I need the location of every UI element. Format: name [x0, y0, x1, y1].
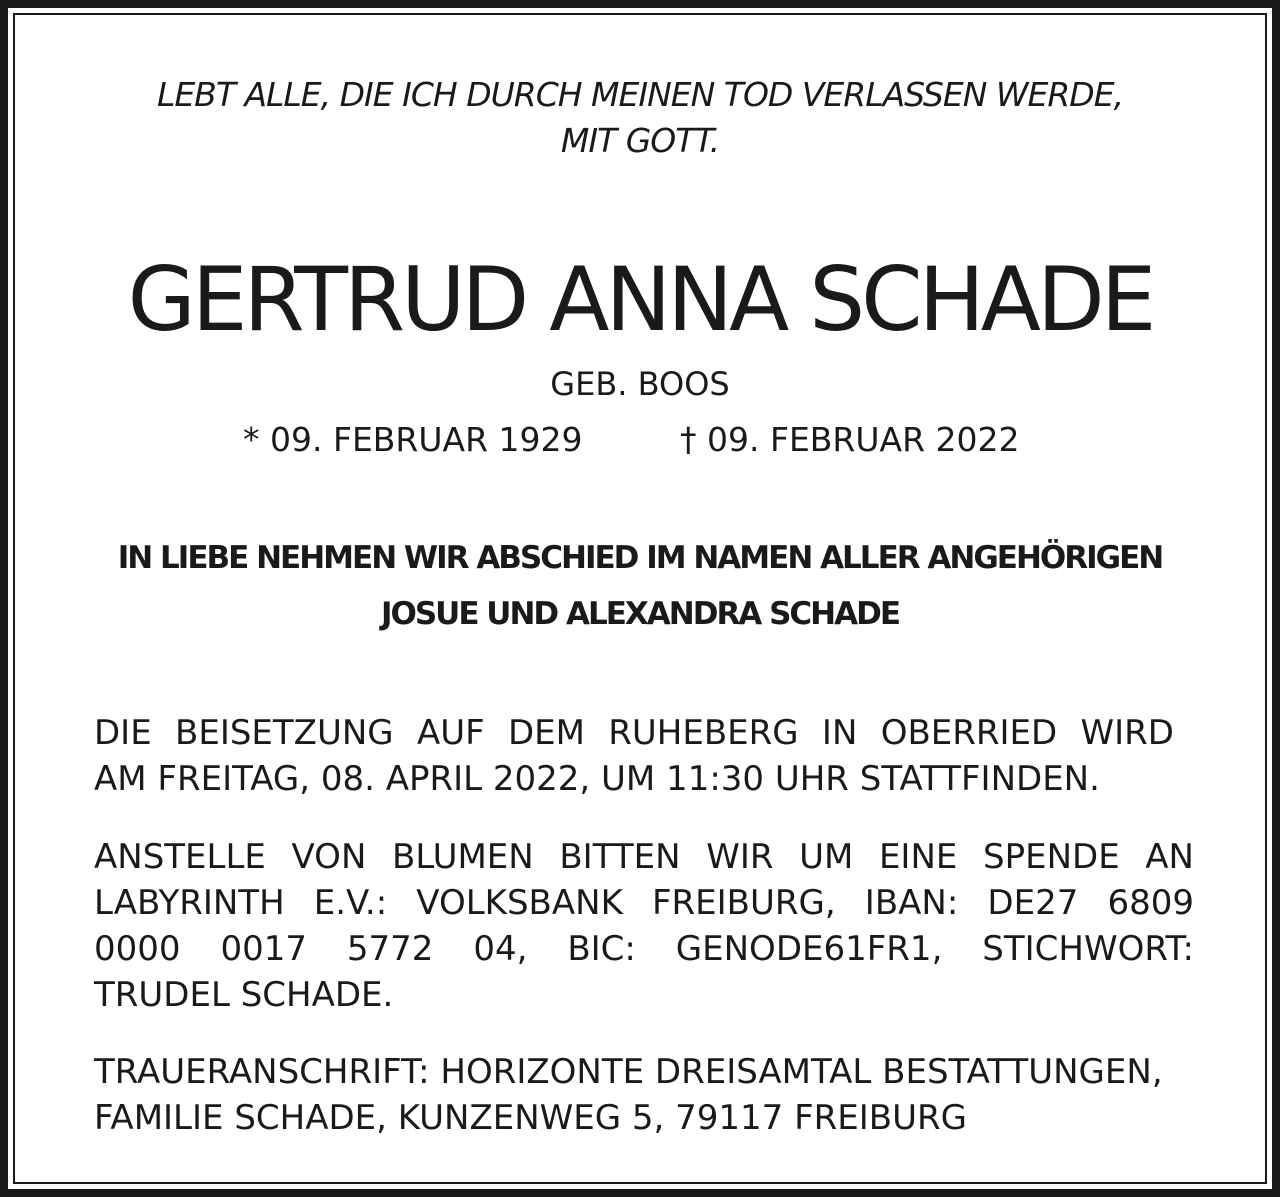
mourners-names: JOSUE UND ALEXANDRA SCHADE	[380, 596, 900, 632]
address-line-2: FAMILIE SCHADE, KUNZENWEG 5, 79117 FREIBURG	[94, 1098, 967, 1138]
donation-notice	[94, 834, 1194, 1018]
motto-quote	[60, 72, 1220, 164]
burial-line-2: AM FREITAG, 08. APRIL 2022, UM 11:30 UHR STATTFINDEN.	[94, 759, 1100, 799]
donation-line-4: TRUDEL SCHADE.	[94, 975, 394, 1015]
deceased-name: GERTRUD ANNA SCHADE	[127, 248, 1153, 351]
maiden-name: GEB. BOOS	[550, 365, 730, 403]
address-line-1: TRAUERANSCHRIFT: HORIZONTE DREISAMTAL BESTATTUNGEN,	[94, 1052, 1163, 1092]
death-date: † 09. FEBRUAR 2022	[680, 420, 1020, 459]
motto-line-1: LEBT ALLE, DIE ICH DURCH MEINEN TOD VERLASSEN WERDE,	[156, 75, 1124, 114]
donation-line-2: LABYRINTH E.V.: VOLKSBANK FREIBURG, IBAN: DE27 6809	[94, 883, 1194, 923]
farewell-statement: IN LIEBE NEHMEN WIR ABSCHIED IM NAMEN ALLER ANGEHÖRIGEN	[117, 540, 1163, 576]
mourning-address	[94, 1049, 1194, 1141]
motto-line-2: MIT GOTT.	[560, 121, 720, 160]
donation-line-3: 0000 0017 5772 04, BIC: GENODE61FR1, STICHWORT:	[94, 929, 1194, 969]
burial-notice	[94, 710, 1174, 802]
donation-line-1: ANSTELLE VON BLUMEN BITTEN WIR UM EINE SPENDE AN	[94, 837, 1194, 877]
burial-line-1: DIE BEISETZUNG AUF DEM RUHEBERG IN OBERRIED WIRD	[94, 713, 1174, 753]
birth-date: * 09. FEBRUAR 1929	[243, 420, 583, 459]
